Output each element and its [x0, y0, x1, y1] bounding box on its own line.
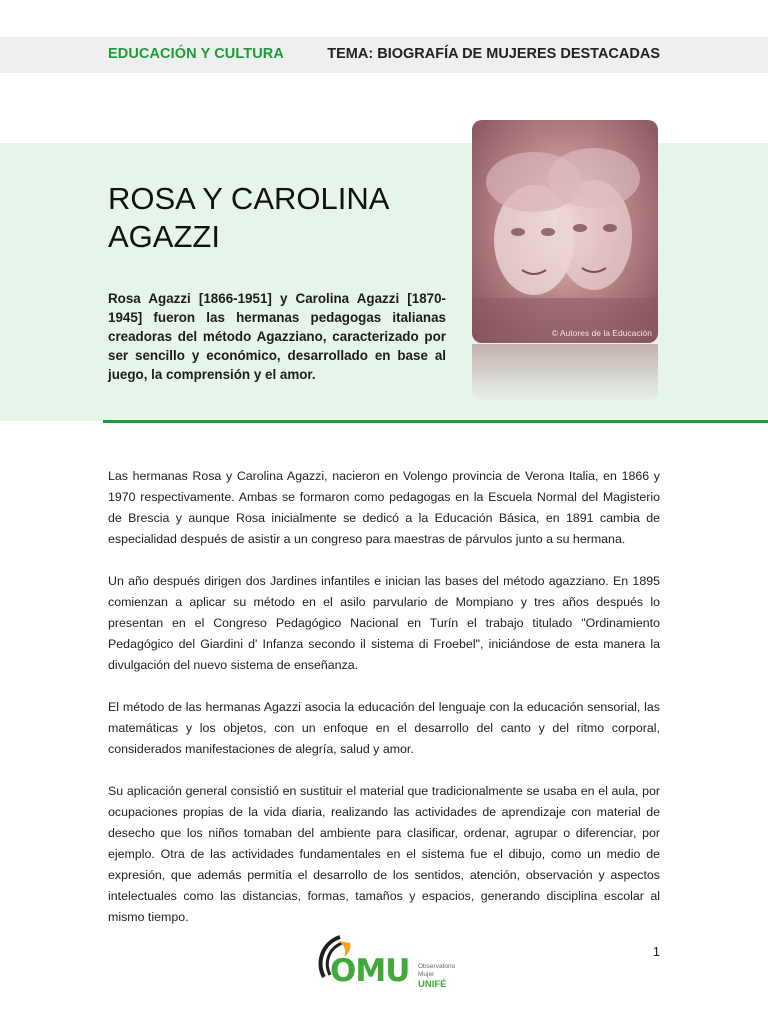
omu-logo [314, 933, 464, 993]
logo-line-1: Observatorio [418, 963, 456, 970]
page-title [108, 180, 448, 256]
title-line-1: ROSA Y CAROLINA [108, 181, 390, 216]
logo-unife-text: UNIFÉ [418, 979, 447, 990]
page-number: 1 [652, 944, 660, 959]
photo-caption: © Autores de la Educación [551, 328, 652, 338]
section-label: EDUCACIÓN Y CULTURA [108, 46, 284, 62]
body-paragraph: Su aplicación general consistió en sustituir el material que tradicionalmente se usaba en el aula, por ocupaciones propias de la vida diaria, realizando las actividades de aprendizaje con material de desecho que los niños tomaban del ambiente para clasificar, ordenar, agrupar o diferenciar, por ejemplo. Otra de las actividades fundamentales en el sistema fue el dibujo, como un medio de expresión, que además permitía el desarrollo de los sentidos, atención, observación y aspectos intelectuales como las distancias, formas, tamaños y espacios, generando disciplina escolar al mismo tiempo. [108, 784, 660, 924]
logo-subtitle [418, 963, 455, 978]
hero-divider [103, 420, 768, 423]
body-paragraph: Las hermanas Rosa y Carolina Agazzi, nacieron en Volengo provincia de Verona Italia, en 1866 y 1970 respectivamente. Ambas se formaron como pedagogas en la Escuela Normal del Magisterio de Brescia y aunque Rosa inicialmente se dedicó a la Educación Básica, en 1891 cambia de especialidad después de asistir a un congreso para maestras de párvulos junto a su hermana. [108, 469, 660, 546]
title-line-2: AGAZZI [108, 219, 220, 254]
portrait-faces-icon [472, 120, 658, 343]
portrait-photo [472, 120, 658, 343]
logo-omu-text: OMU [330, 953, 410, 989]
intro-paragraph: Rosa Agazzi [1866-1951] y Carolina Agazzi [1870-1945] fueron las hermanas pedagogas italianas creadoras del método Agazziano, caracterizado por ser sencillo y económico, desarrollado en base al juego, la comprensión y el amor. [108, 291, 446, 382]
logo-line-2: Mujer [418, 970, 435, 978]
portrait-reflection [472, 344, 658, 402]
body-paragraph: Un año después dirigen dos Jardines infantiles e inician las bases del método agazziano. En 1895 comienzan a aplicar su método en el asilo parvulario de Mompiano y tres años después lo presentan en el Congreso Pedagógico Nacional en Turín el trabajo titulado "Ordinamiento Pedagógico del Giardini d' Infanza secondo il sistema di Froebel", iniciándose de esta manera la divulgación del nuevo sistema de enseñanza. [108, 574, 660, 672]
topic-label: TEMA: BIOGRAFÍA DE MUJERES DESTACADAS [327, 46, 660, 62]
document-header [0, 37, 768, 73]
body-paragraph: El método de las hermanas Agazzi asocia la educación del lenguaje con la educación sensorial, las matemáticas y los objetos, con un enfoque en el desarrollo del canto y del ritmo corporal, considerados manifestaciones de alegría, salud y amor. [108, 700, 660, 756]
article-body [108, 466, 660, 949]
portrait-figure [472, 120, 658, 402]
